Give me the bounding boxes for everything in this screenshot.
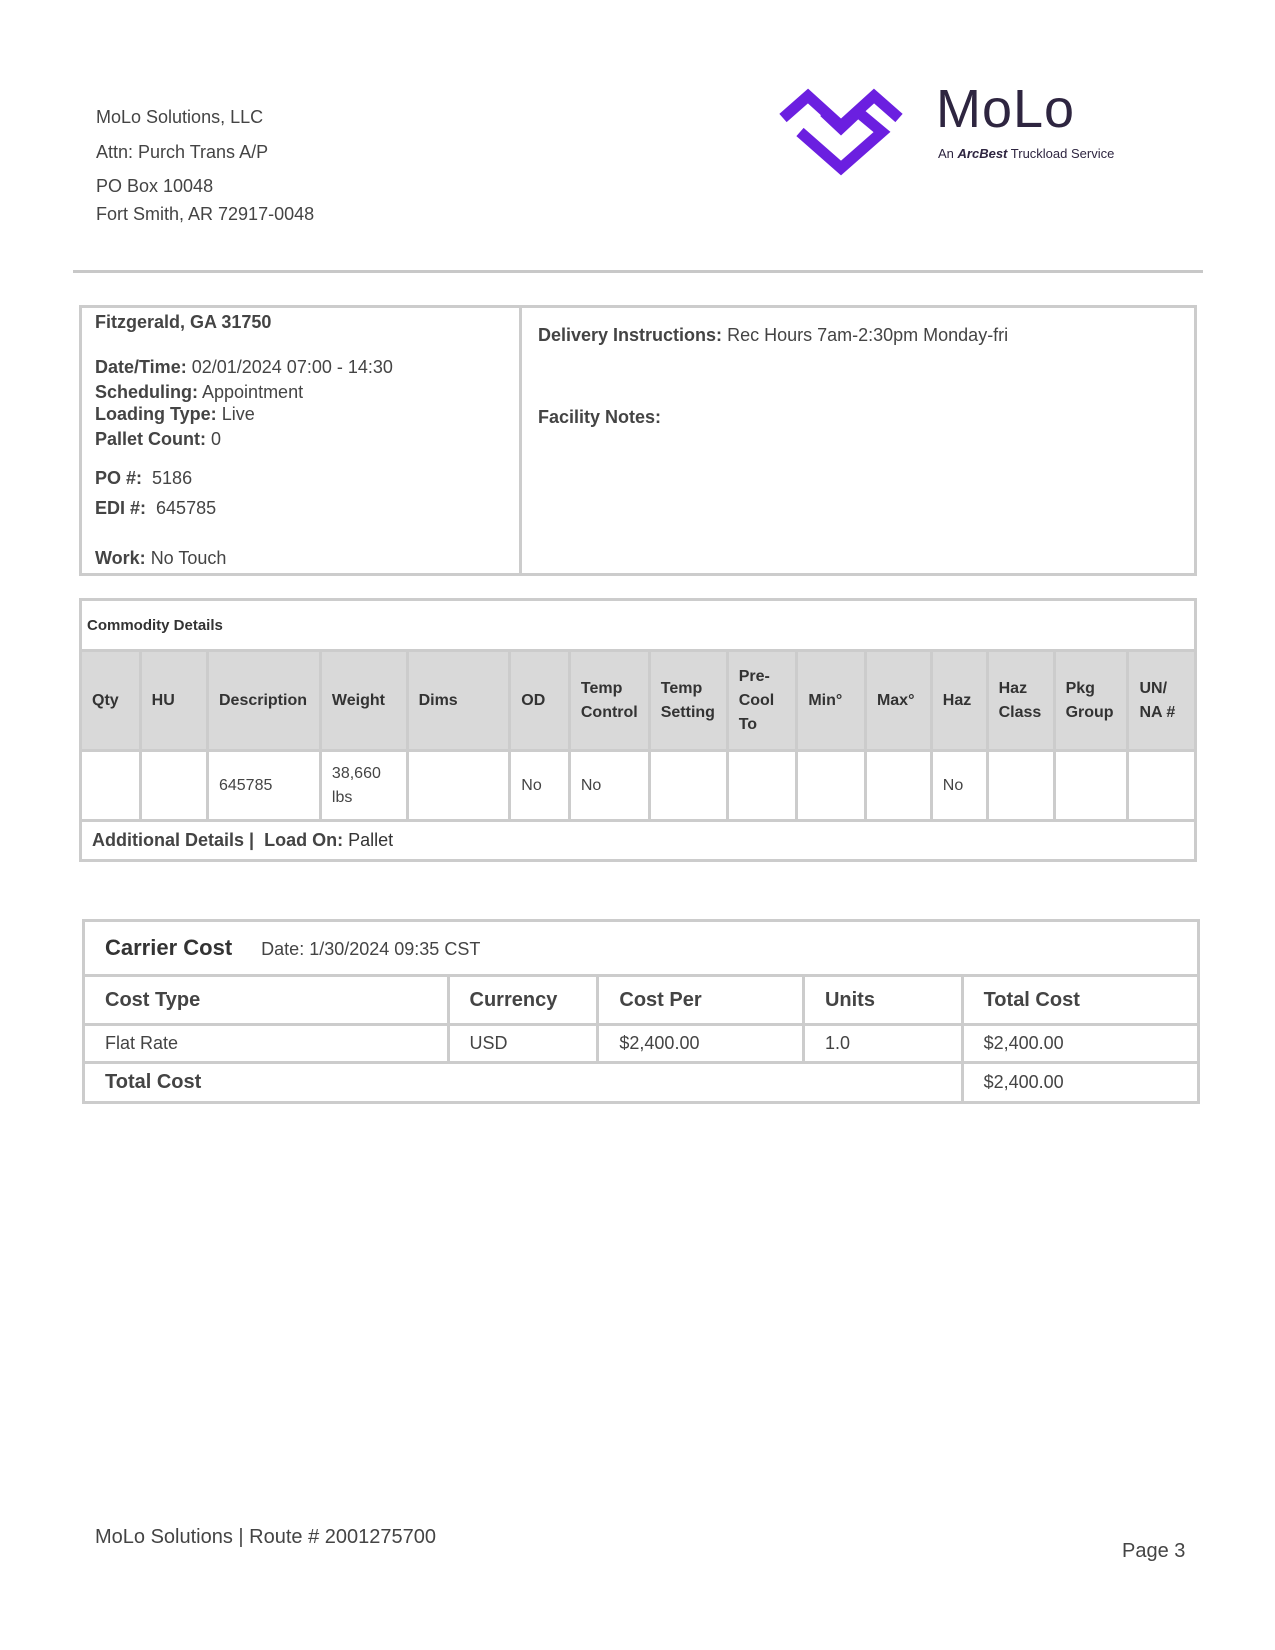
cell-description: 645785 [207, 751, 320, 821]
attn-line: Attn: Purch Trans A/P [96, 142, 269, 162]
cell-min [797, 751, 866, 821]
scheduling-value: Appointment [202, 382, 304, 402]
work-label: Work: [95, 548, 146, 568]
edi-value: 645785 [156, 498, 217, 518]
stop-po-number [95, 468, 192, 489]
total-cost-value: $2,400.00 [962, 1063, 1198, 1103]
footer-route: MoLo Solutions | Route # 2001275700 [95, 1526, 437, 1548]
logo-tagline-brand: ArcBest [957, 146, 1008, 161]
city-line: Fort Smith, AR 72917-0048 [96, 204, 315, 224]
facility-notes-label: Facility Notes: [538, 407, 662, 427]
stop-loading-type [95, 404, 255, 425]
total-cost-label: Total Cost [84, 1063, 963, 1103]
cost-cell-type: Flat Rate [84, 1025, 449, 1063]
po-label: PO #: [95, 468, 143, 488]
load-on-label: Load On: [264, 830, 344, 850]
col-header-haz-class: Haz Class [987, 651, 1054, 751]
cell-un-na [1128, 751, 1196, 821]
pallet-value: 0 [211, 429, 222, 449]
header-divider [73, 270, 1203, 273]
datetime-value: 02/01/2024 07:00 - 14:30 [191, 357, 393, 377]
col-header-dims: Dims [407, 651, 510, 751]
col-header-haz: Haz [931, 651, 987, 751]
cost-header-cost-per: Cost Per [598, 976, 804, 1025]
commodity-table [79, 598, 1197, 862]
commodity-title: Commodity Details [81, 600, 1196, 651]
cell-pkg-group [1054, 751, 1128, 821]
pallet-label: Pallet Count: [95, 429, 206, 449]
delivery-instructions [538, 325, 1008, 346]
cell-qty [81, 751, 141, 821]
logo-tagline [938, 146, 1114, 161]
carrier-cost-table [82, 919, 1200, 1104]
cell-dims [407, 751, 510, 821]
col-header-weight: Weight [320, 651, 407, 751]
po-box-line: PO Box 10048 [96, 176, 214, 196]
col-header-min: Min° [797, 651, 866, 751]
cell-haz: No [931, 751, 987, 821]
col-header-temp-setting: Temp Setting [649, 651, 727, 751]
scheduling-label: Scheduling: [95, 382, 198, 402]
table-row [84, 1025, 1199, 1063]
cost-header-total: Total Cost [962, 976, 1198, 1025]
delivery-value: Rec Hours 7am-2:30pm Monday-fri [727, 325, 1009, 345]
cost-header-currency: Currency [448, 976, 598, 1025]
work-value: No Touch [150, 548, 227, 568]
col-header-un-na: UN/ NA # [1128, 651, 1196, 751]
loading-value: Live [221, 404, 255, 424]
datetime-label: Date/Time: [95, 357, 187, 377]
col-header-od: OD [510, 651, 570, 751]
cost-cell-total: $2,400.00 [962, 1025, 1198, 1063]
cell-od: No [510, 751, 570, 821]
carrier-cost-date: Date: 1/30/2024 09:35 CST [261, 939, 481, 959]
cost-header-units: Units [803, 976, 962, 1025]
stop-location: Fitzgerald, GA 31750 [95, 312, 272, 332]
col-header-temp-control: Temp Control [569, 651, 649, 751]
loading-label: Loading Type: [95, 404, 217, 424]
additional-details-label: Additional Details | [92, 830, 255, 850]
po-value: 5186 [152, 468, 193, 488]
cell-hu [140, 751, 207, 821]
cost-cell-cost-per: $2,400.00 [598, 1025, 804, 1063]
col-header-qty: Qty [81, 651, 141, 751]
cell-haz-class [987, 751, 1054, 821]
table-row [81, 751, 1196, 821]
logo-tagline-suffix: Truckload Service [1010, 146, 1115, 161]
stop-pallet-count [95, 429, 221, 450]
company-name: MoLo Solutions, LLC [96, 107, 264, 127]
additional-details [81, 821, 1196, 861]
cost-header-type: Cost Type [84, 976, 449, 1025]
cell-temp-control: No [569, 751, 649, 821]
col-header-max: Max° [865, 651, 931, 751]
delivery-label: Delivery Instructions: [538, 325, 723, 345]
edi-label: EDI #: [95, 498, 147, 518]
col-header-pre-cool-to: Pre-Cool To [727, 651, 797, 751]
stop-edi-number [95, 498, 216, 519]
stop-details-box [79, 305, 1197, 576]
stop-box-divider [519, 308, 522, 573]
cost-cell-units: 1.0 [803, 1025, 962, 1063]
carrier-cost-header [84, 921, 1199, 976]
stop-work [95, 548, 226, 569]
stop-scheduling [95, 382, 303, 403]
page-number: Page 3 [1122, 1540, 1186, 1562]
carrier-cost-title: Carrier Cost [105, 935, 233, 960]
stop-datetime [95, 357, 393, 378]
cell-max [865, 751, 931, 821]
load-on-value: Pallet [348, 830, 394, 850]
cost-cell-currency: USD [448, 1025, 598, 1063]
logo-tagline-prefix: An [938, 146, 954, 161]
col-header-hu: HU [140, 651, 207, 751]
logo-wordmark: MoLo [936, 79, 1076, 139]
cell-temp-setting [649, 751, 727, 821]
cell-pre-cool-to [727, 751, 797, 821]
col-header-pkg-group: Pkg Group [1054, 651, 1128, 751]
cell-weight: 38,660 lbs [320, 751, 407, 821]
col-header-description: Description [207, 651, 320, 751]
molo-logo [778, 79, 1148, 176]
